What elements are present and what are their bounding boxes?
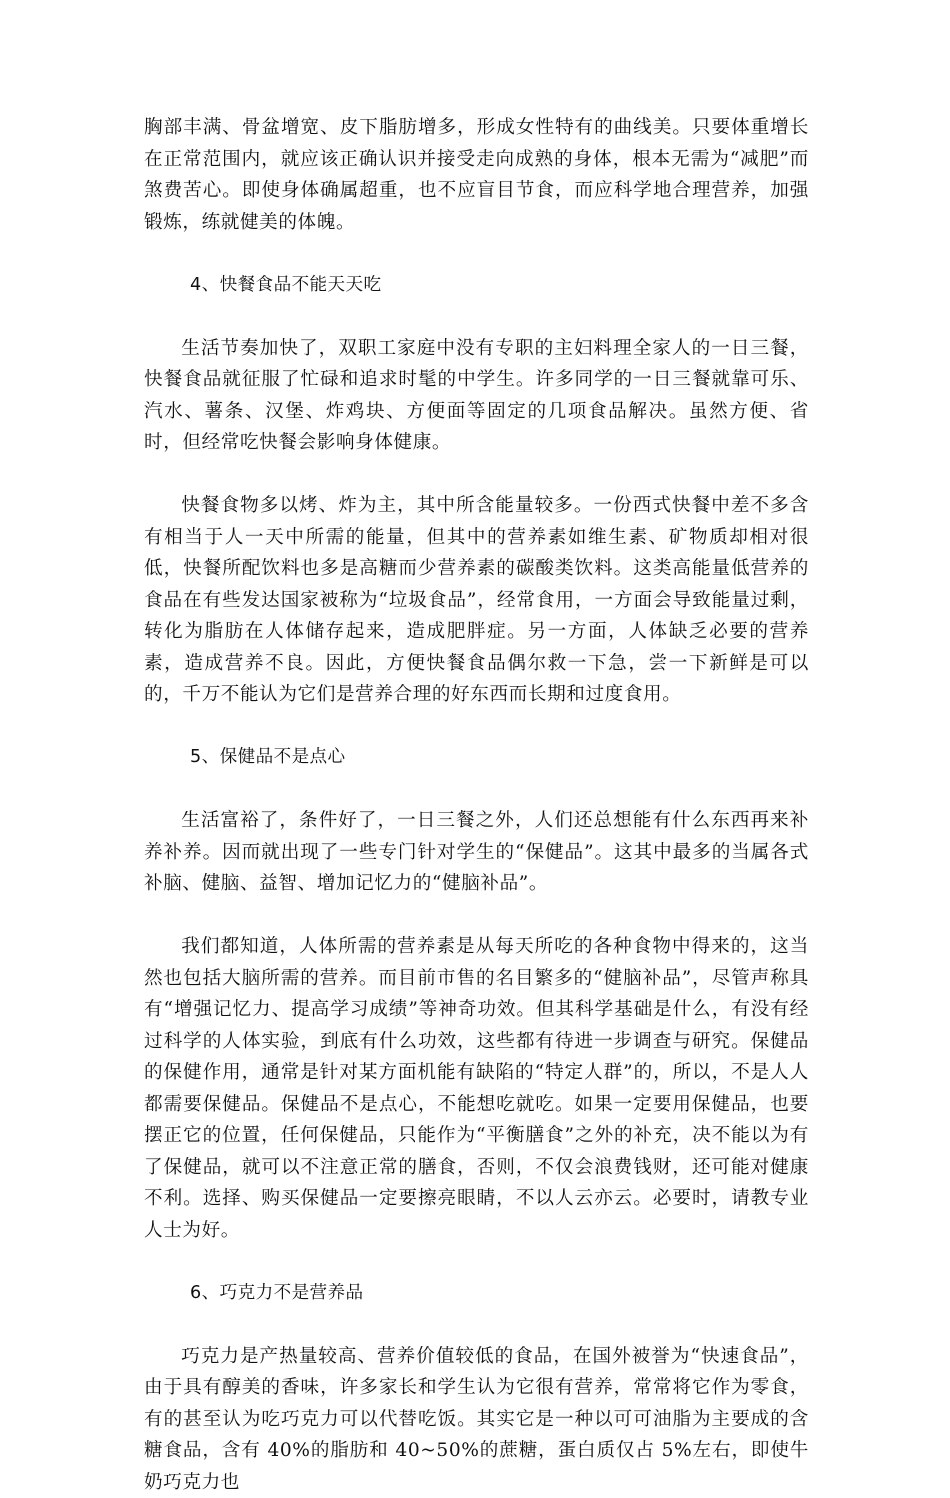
paragraph-gap [144,1309,809,1341]
paragraph-5-1: 生活富裕了，条件好了，一日三餐之外，人们还总想能有什么东西再来补养补养。因而就出现了一些专门针对学生的“保健品”。这其中最多的当属各式补脑、健脑、益智、增加记忆力的“健脑补品”。 [144,805,809,900]
paragraph-gap [144,238,809,270]
paragraph-4-1: 生活节奏加快了，双职工家庭中没有专职的主妇料理全家人的一日三餐，快餐食品就征服了忙碌和追求时髦的中学生。许多同学的一日三餐就靠可乐、汽水、薯条、汉堡、炸鸡块、方便面等固定的几项食品解决。虽然方便、省时，但经常吃快餐会影响身体健康。 [144,333,809,459]
paragraph-gap [144,301,809,333]
section-heading-5: 5、保健品不是点心 [144,742,809,774]
section-heading-6: 6、巧克力不是营养品 [144,1278,809,1310]
paragraph-6-1: 巧克力是产热量较高、营养价值较低的食品，在国外被誉为“快速食品”，由于具有醇美的香味，许多家长和学生认为它很有营养，常常将它作为零食，有的甚至认为吃巧克力可以代替吃饭。其实它是一种以可可油脂为主要成的含糖食品，含有 40%的脂肪和 40~50%的蔗糖，蛋白质仅占 5%左右，即使牛奶巧克力也 [144,1341,809,1498]
paragraph-gap [144,900,809,932]
section-heading-4: 4、快餐食品不能天天吃 [144,270,809,302]
paragraph-intro: 胸部丰满、骨盆增宽、皮下脂肪增多，形成女性特有的曲线美。只要体重增长在正常范围内，就应该正确认识并接受走向成熟的身体，根本无需为“减肥”而煞费苦心。即使身体确属超重，也不应盲目节食，而应科学地合理营养，加强锻炼，练就健美的体魄。 [144,112,809,238]
paragraph-gap [144,711,809,743]
paragraph-gap [144,774,809,806]
paragraph-5-2: 我们都知道，人体所需的营养素是从每天所吃的各种食物中得来的，这当然也包括大脑所需的营养。而目前市售的名目繁多的“健脑补品”，尽管声称具有“增强记忆力、提高学习成绩”等神奇功效。但其科学基础是什么，有没有经过科学的人体实验，到底有什么功效，这些都有待进一步调查与研究。保健品的保健作用，通常是针对某方面机能有缺陷的“特定人群”的，所以，不是人人都需要保健品。保健品不是点心，不能想吃就吃。如果一定要用保健品，也要摆正它的位置，任何保健品，只能作为“平衡膳食”之外的补充，决不能以为有了保健品，就可以不注意正常的膳食，否则，不仅会浪费钱财，还可能对健康不利。选择、购买保健品一定要擦亮眼睛，不以人云亦云。必要时，请教专业人士为好。 [144,931,809,1246]
paragraph-gap [144,1246,809,1278]
document-body [144,112,809,1498]
paragraph-4-2: 快餐食物多以烤、炸为主，其中所含能量较多。一份西式快餐中差不多含有相当于人一天中所需的能量，但其中的营养素如维生素、矿物质却相对很低，快餐所配饮料也多是高糖而少营养素的碳酸类饮料。这类高能量低营养的食品在有些发达国家被称为“垃圾食品”，经常食用，一方面会导致能量过剩，转化为脂肪在人体储存起来，造成肥胖症。另一方面，人体缺乏必要的营养素，造成营养不良。因此，方便快餐食品偶尔救一下急，尝一下新鲜是可以的，千万不能认为它们是营养合理的好东西而长期和过度食用。 [144,490,809,711]
paragraph-gap [144,459,809,491]
